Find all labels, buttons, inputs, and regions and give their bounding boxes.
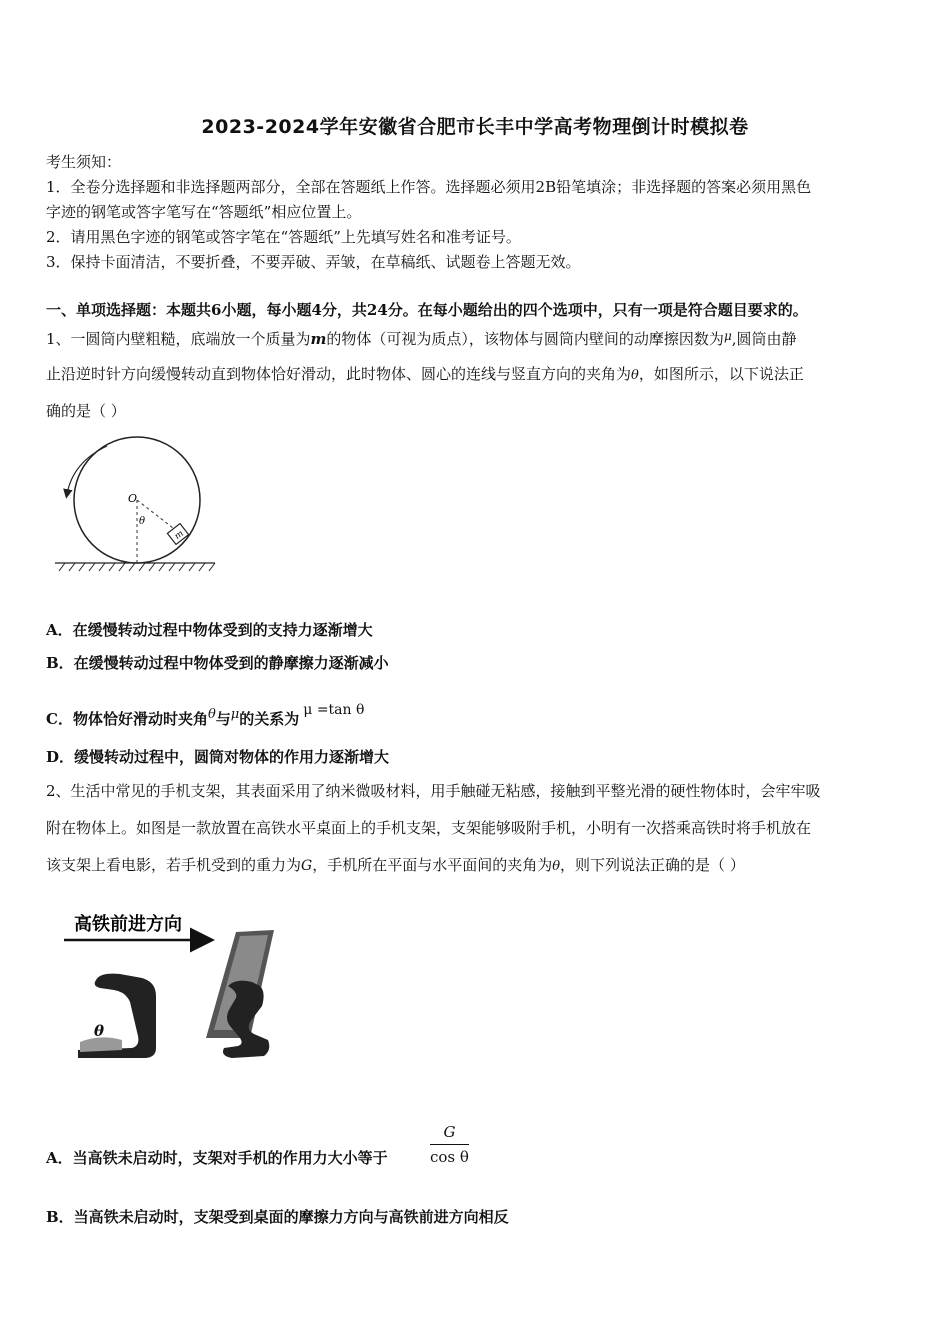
angle-label: θ: [139, 516, 146, 527]
q2-text: ，手机所在平面与水平面间的夹角为: [312, 856, 553, 874]
fraction-numerator: G: [430, 1122, 469, 1145]
q1-mass-symbol: m: [310, 330, 327, 348]
notice-item-1: 1．全卷分选择题和非选择题两部分，全部在答题纸上作答。选择题必须用2B铅笔填涂；非选择题的答案必须用黑色: [46, 178, 812, 196]
option-c-formula: μ =tan θ: [303, 702, 365, 718]
left-holder: [78, 974, 156, 1058]
q1-text: 的物体（可视为质点），该物体与圆筒内壁间的动摩擦因数为: [326, 330, 724, 348]
q1-option-b[interactable]: B．在缓慢转动过程中物体受到的静摩擦力逐渐减小: [46, 654, 389, 672]
option-c-mu: μ: [230, 707, 240, 722]
q2-text: ，则下列说法正确的是（ ）: [560, 856, 745, 874]
q1-option-a[interactable]: A．在缓慢转动过程中物体受到的支持力逐渐增大: [46, 621, 373, 639]
notice-heading: 考生须知：: [46, 153, 122, 171]
q2-line-2: 附在物体上。如图是一款放置在高铁水平桌面上的手机支架，支架能够吸附手机，小明有一次搭乘高铁时将手机放在: [46, 819, 812, 837]
option-a-fraction: [430, 1122, 469, 1167]
q1-theta-symbol: θ: [631, 368, 639, 383]
q1-line-1: [46, 326, 908, 349]
rotation-arrow: [67, 446, 107, 494]
notice-item-1-cont: 字迹的钢笔或答字笔写在“答题纸”相应位置上。: [46, 203, 362, 221]
left-holder-angle-label: θ: [94, 1022, 105, 1040]
q2-line-3: [46, 855, 908, 877]
option-c-theta: θ: [207, 707, 216, 722]
q1-mu-symbol: μ: [723, 329, 732, 343]
fraction-denominator: cos θ: [430, 1148, 469, 1166]
q1-line-3: 确的是（ ）: [46, 402, 126, 420]
ground-hatching: [59, 563, 215, 571]
notice-item-2: 2．请用黑色字迹的钢笔或答字笔在“答题纸”上先填写姓名和准考证号。: [46, 228, 521, 246]
q1-cylinder-figure: [55, 432, 220, 580]
q1-line-2: [46, 364, 908, 386]
section-heading: 一、单项选择题：本题共6小题，每小题4分，共24分。在每小题给出的四个选项中，只有一项是符合题目要求的。: [46, 301, 808, 319]
q2-line-1: 2、生活中常见的手机支架，其表面采用了纳米微吸材料，用手触碰无粘感，接触到平整光滑的硬性物体时，会牢牢吸: [46, 782, 821, 800]
q1-text: ,圆筒由静: [731, 330, 797, 348]
q1-text: 止沿逆时针方向缓慢转动直到物体恰好滑动，此时物体、圆心的连线与竖直方向的夹角为: [46, 365, 632, 383]
option-c-text: 与: [215, 710, 231, 728]
right-holder: [206, 930, 274, 1058]
page-title: 2023-2024学年安徽省合肥市长丰中学高考物理倒计时模拟卷: [201, 116, 749, 138]
q2-weight-symbol: G: [301, 858, 313, 874]
option-a-text: A．当高铁未启动时，支架对手机的作用力大小等于: [46, 1149, 388, 1167]
q2-theta-symbol: θ: [552, 859, 561, 874]
q2-option-a[interactable]: [46, 1122, 908, 1172]
direction-label: 高铁前进方向: [74, 914, 182, 935]
q1-option-d[interactable]: D．缓慢转动过程中，圆筒对物体的作用力逐渐增大: [46, 748, 390, 766]
q1-option-c[interactable]: [46, 700, 908, 729]
q1-text: 1、一圆筒内壁粗糙，底端放一个质量为: [46, 330, 311, 348]
q2-option-b[interactable]: B．当高铁未启动时，支架受到桌面的摩擦力方向与高铁前进方向相反: [46, 1208, 509, 1226]
q2-text: 该支架上看电影，若手机受到的重力为: [46, 856, 302, 874]
q2-phone-holder-figure: [60, 902, 290, 1072]
center-label: O: [128, 492, 138, 505]
option-c-text: 的关系为: [239, 710, 300, 728]
notice-item-3: 3．保持卡面清洁，不要折叠，不要弄破、弄皱，在草稿纸、试题卷上答题无效。: [46, 253, 581, 271]
mass-label: m: [173, 528, 186, 542]
q1-text: ，如图所示，以下说法正: [638, 365, 804, 383]
option-c-text: C．物体恰好滑动时夹角: [46, 710, 208, 728]
